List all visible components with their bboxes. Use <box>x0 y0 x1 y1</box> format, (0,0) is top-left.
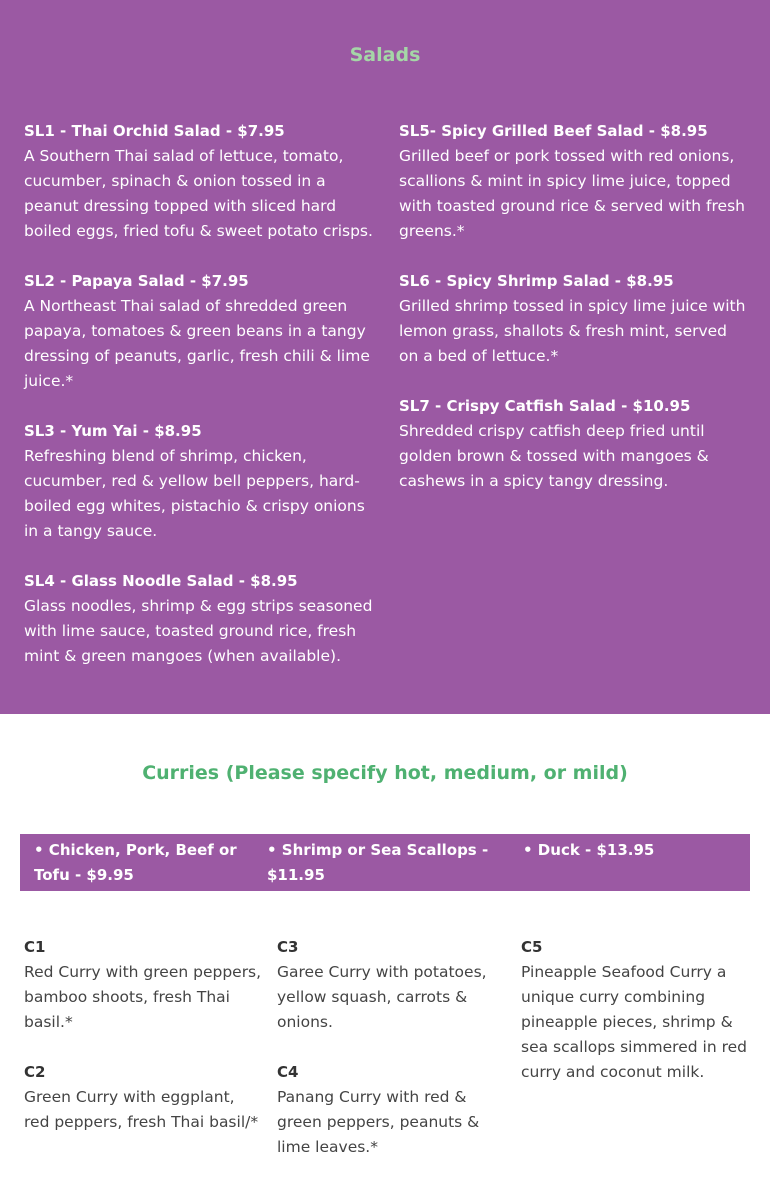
menu-item <box>521 935 749 1085</box>
curries-column-1 <box>24 935 264 1160</box>
item-name: C4 <box>277 1063 299 1081</box>
menu-item <box>24 119 378 244</box>
curry-price-bar <box>20 834 750 891</box>
item-description: Green Curry with eggplant, red peppers, fresh Thai basil/* <box>24 1088 259 1131</box>
item-name: SL3 - Yum Yai - $8.95 <box>24 422 202 440</box>
price-shrimp-scallops: • Shrimp or Sea Scallops - $11.95 <box>267 841 489 884</box>
item-description: Pineapple Seafood Curry a unique curry combining pineapple pieces, shrimp & sea scallops simmered in red curry and coconut milk. <box>521 963 747 1081</box>
item-description: Grilled beef or pork tossed with red onions, scallions & mint in spicy lime juice, topped with toasted ground rice & served with fresh greens.* <box>399 147 745 240</box>
item-name: SL1 - Thai Orchid Salad - $7.95 <box>24 122 285 140</box>
item-description: Garee Curry with potatoes, yellow squash, carrots & onions. <box>277 963 487 1031</box>
menu-item <box>277 935 497 1035</box>
curries-column-3 <box>521 935 749 1110</box>
item-name: C1 <box>24 938 46 956</box>
menu-item <box>24 569 378 669</box>
menu-item <box>24 935 264 1035</box>
item-description: Grilled shrimp tossed in spicy lime juice with lemon grass, shallots & fresh mint, served on a bed of lettuce.* <box>399 297 746 365</box>
item-description: A Southern Thai salad of lettuce, tomato, cucumber, spinach & onion tossed in a peanut dressing topped with sliced hard boiled eggs, fried tofu & sweet potato crisps. <box>24 147 373 240</box>
price-chicken-pork-beef-tofu: • Chicken, Pork, Beef or Tofu - $9.95 <box>34 841 237 884</box>
item-name: SL5- Spicy Grilled Beef Salad - $8.95 <box>399 122 708 140</box>
menu-item <box>399 394 749 494</box>
item-description: Shredded crispy catfish deep fried until golden brown & tossed with mangoes & cashews in a spicy tangy dressing. <box>399 422 709 490</box>
menu-item <box>24 269 378 394</box>
price-duck: • Duck - $13.95 <box>523 841 655 859</box>
curries-column-2 <box>277 935 497 1185</box>
salads-left-column <box>24 119 378 694</box>
menu-item <box>277 1060 497 1160</box>
item-name: SL4 - Glass Noodle Salad - $8.95 <box>24 572 298 590</box>
item-description: Refreshing blend of shrimp, chicken, cucumber, red & yellow bell peppers, hard-boiled egg whites, pistachio & crispy onions in a tangy sauce. <box>24 447 365 540</box>
item-description: Red Curry with green peppers, bamboo shoots, fresh Thai basil.* <box>24 963 262 1031</box>
item-name: SL7 - Crispy Catfish Salad - $10.95 <box>399 397 691 415</box>
item-name: C2 <box>24 1063 46 1081</box>
item-description: Glass noodles, shrimp & egg strips seasoned with lime sauce, toasted ground rice, fresh mint & green mangoes (when available). <box>24 597 373 665</box>
item-name: SL6 - Spicy Shrimp Salad - $8.95 <box>399 272 674 290</box>
item-name: C5 <box>521 938 543 956</box>
item-description: Panang Curry with red & green peppers, peanuts & lime leaves.* <box>277 1088 480 1156</box>
menu-item <box>399 119 749 244</box>
item-name: C3 <box>277 938 299 956</box>
menu-item <box>399 269 749 369</box>
item-name: SL2 - Papaya Salad - $7.95 <box>24 272 249 290</box>
menu-item <box>24 1060 264 1135</box>
item-description: A Northeast Thai salad of shredded green papaya, tomatoes & green beans in a tangy dressing of peanuts, garlic, fresh chili & lime juice.* <box>24 297 370 390</box>
salads-right-column <box>399 119 749 519</box>
menu-item <box>24 419 378 544</box>
salads-heading: Salads <box>349 44 421 66</box>
curries-heading: Curries (Please specify hot, medium, or mild) <box>142 762 628 784</box>
